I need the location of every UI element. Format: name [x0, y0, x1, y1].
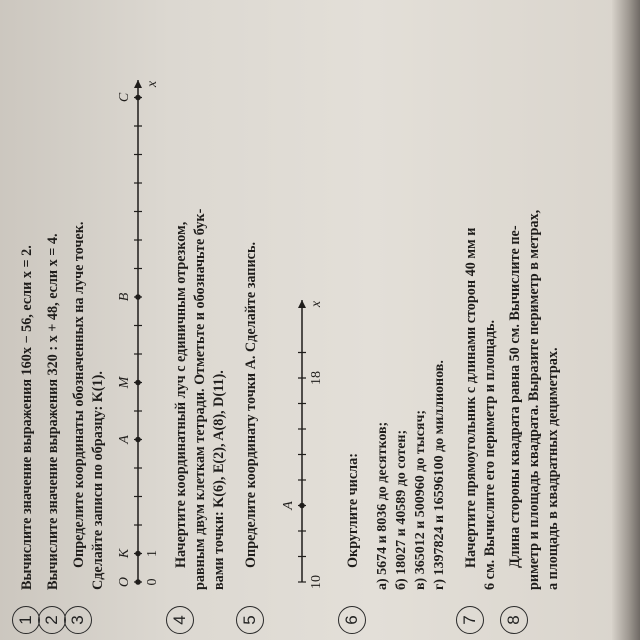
task-5: [240, 30, 261, 625]
coordinate-ray-1: [114, 30, 166, 590]
task-6: [342, 30, 363, 625]
task-4: [170, 30, 229, 625]
task-3-circled-number: 3: [64, 606, 92, 634]
task-1-circled-number: 1: [12, 606, 40, 634]
ray1-axis-label: x: [145, 80, 160, 88]
task-2-text: Вычислите значение выражения 320 : x + 48, если x = 4.: [45, 233, 61, 590]
task-5-circled-number: 5: [236, 606, 264, 634]
task-4-text-line-3: вами точки: K(6), E(2), A(8), D(11).: [211, 370, 227, 590]
ray1-tick-label-0: 0: [145, 578, 160, 586]
ray1-point-K: [135, 551, 141, 557]
task-1-text: Вычислите значение выражения 160x − 56, если x = 2.: [19, 245, 35, 590]
task-6-item-c: в) 365012 и 500960 до тысяч;: [413, 409, 428, 590]
task-3-text-line-2: Сделайте записи по образцу: K(1).: [90, 371, 106, 590]
task-3: [68, 30, 108, 625]
ray1-point-C: [135, 95, 141, 101]
task-8-text-line-2: риметр и площадь квадрата. Выразите периметр в метрах,: [526, 209, 542, 590]
task-3-text: Определите координаты обозначенных на луче точек.: [71, 221, 87, 568]
ray1-point-A: [135, 437, 141, 443]
ray1-tick-label-1: 1: [145, 550, 160, 557]
ray1-point-label-O: O: [117, 576, 132, 588]
rotated-text-page: [10, 10, 590, 630]
ray1-point-O: [135, 579, 141, 585]
ray1-point-label-B: B: [117, 292, 132, 302]
ray2-arrowhead: [298, 300, 306, 308]
task-2-circled-number: 2: [38, 606, 66, 634]
task-7: [460, 30, 500, 625]
ray1-point-label-M: M: [117, 376, 132, 389]
ray1-point-B: [135, 294, 141, 300]
ray1-point-label-C: C: [117, 92, 132, 103]
task-8: [504, 30, 563, 625]
ray2-point-A: [299, 503, 305, 509]
task-4-text: Начертите координатный луч с единичным отрезком,: [173, 221, 189, 568]
coordinate-ray-2: [272, 290, 334, 590]
task-8-circled-number: 8: [500, 606, 528, 634]
ray2-tick-label-10: 10: [309, 575, 324, 589]
ray1-point-label-K: K: [117, 548, 132, 559]
ray2-tick-label-18: 18: [309, 371, 324, 385]
task-6-item-d: г) 1397824 и 16596100 до миллионов.: [432, 360, 447, 590]
task-6-text: Округлите числа:: [345, 453, 361, 568]
task-7-text-line-2: 6 см. Вычислите его периметр и площадь.: [482, 319, 498, 590]
ray1-point-M: [135, 380, 141, 386]
book-binding-shadow: [612, 0, 640, 640]
task-7-circled-number: 7: [456, 606, 484, 634]
task-4-text-line-2: равным двум клеткам тетради. Отметьте и обозначьте бук-: [192, 208, 208, 590]
task-2: [42, 30, 63, 625]
ray1-arrowhead: [134, 80, 142, 88]
ray1-point-label-A: A: [117, 435, 132, 444]
ray2-axis-label: x: [309, 300, 324, 308]
task-7-text: Начертите прямоугольник с длинами сторон 40 мм и: [463, 227, 479, 568]
task-4-circled-number: 4: [166, 606, 194, 634]
task-5-text: Определите координату точки A. Сделайте запись.: [243, 242, 259, 568]
task-1: [16, 30, 37, 625]
task-8-text: Длина стороны квадрата равна 50 см. Вычислите пе-: [507, 225, 523, 568]
task-8-text-line-3: а площадь в квадратных дециметрах.: [545, 347, 561, 590]
task-6-circled-number: 6: [338, 606, 366, 634]
ray2-point-label-A: A: [281, 501, 296, 510]
task-6-item-a: а) 5674 и 8036 до десятков;: [375, 421, 390, 590]
task-6-item-b: б) 18027 и 40589 до сотен;: [394, 429, 409, 590]
